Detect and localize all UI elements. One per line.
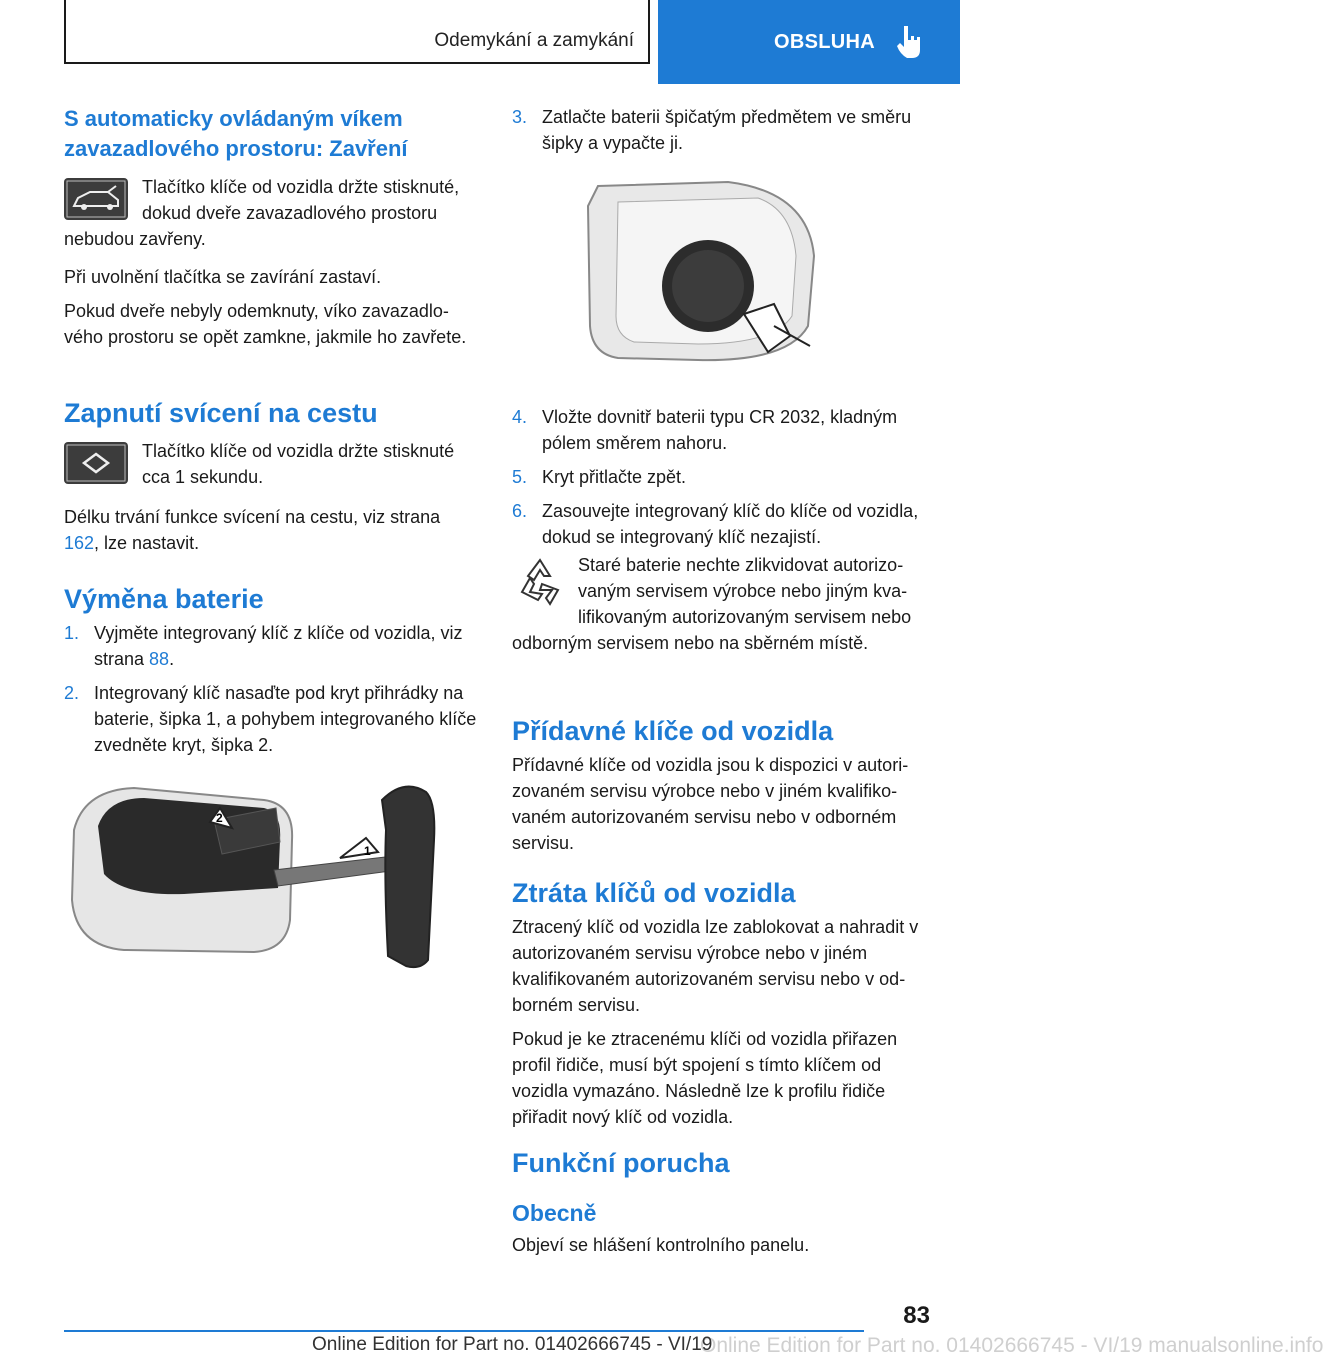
trunk-button-icon	[64, 178, 128, 220]
header-chapter-box	[64, 0, 650, 64]
path-light-paragraph-2: Délku trvání funkce svícení na cestu, viz strana 162, lze nastavit.	[64, 507, 441, 553]
battery-steps-cont-2	[512, 404, 924, 558]
path-light-button-icon	[64, 442, 128, 484]
battery-steps	[64, 620, 480, 758]
page-number: 83	[903, 1302, 930, 1329]
pointing-hand-icon	[894, 24, 924, 60]
recycle-icon	[512, 554, 568, 610]
section-tab[interactable]	[658, 0, 960, 84]
malfunction-paragraph: Objeví se hlášení kontrolního panelu.	[512, 1235, 810, 1255]
list-item: 3. Zatlačte baterii špičatým předmětem ve směru šipky a vypačte ji.	[512, 107, 912, 153]
lost-keys-heading: Ztráta klíčů od vozidla	[512, 878, 796, 908]
recycle-note-text: Staré baterie nechte zlikvidovat autorizovaným servisem výrobce nebo jiným kvalifikovaným autorizovaným servisem nebo odborným servisem nebo na sběrném místě.	[512, 555, 912, 653]
malfunction-heading: Funkční porucha	[512, 1148, 730, 1178]
trunk-paragraph-2: Při uvolnění tlačítka se zavírání zastaví.	[64, 267, 382, 287]
battery-heading: Výměna baterie	[64, 584, 264, 614]
footer-edition: Online Edition for Part no. 01402666745 - VI/19	[312, 1334, 713, 1355]
lost-keys-paragraph-1: Ztracený klíč od vozidla lze zablokovat a nahradit v autorizovaném servisu výrobce nebo v jiném kvalifikovaném autorizovaném servisu nebo v odborném servisu.	[512, 917, 919, 1015]
battery-compartment-illustration	[578, 176, 828, 366]
trunk-paragraph-1: Tlačítko klíče od vozidla držte stisknuté, dokud dveře zavazadlového prostoru nebudou zavřeny.	[64, 177, 460, 249]
extra-keys-paragraph: Přídavné klíče od vozidla jsou k dispozici v autorizovaném servisu výrobce nebo v jiném kvalifikovaném autorizovaném servisu nebo v odborném servisu.	[512, 755, 909, 853]
battery-steps-cont-1	[512, 104, 924, 164]
lost-keys-paragraph-2: Pokud je ke ztracenému klíči od vozidla přiřazen profil řidiče, musí být spojení s tímto klíčem od vozidla vymazáno. Následně lze k profilu řidiče přiřadit nový klíč od vozidla.	[512, 1029, 898, 1127]
extra-keys-heading: Přídavné klíče od vozidla	[512, 716, 834, 746]
trunk-paragraph-3: Pokud dveře nebyly odemknuty, víko zavazadlového prostoru se opět zamkne, jakmile ho zavřete.	[64, 301, 467, 347]
battery-section	[64, 582, 480, 766]
list-item: 6. Zasouvejte integrovaný klíč do klíče od vozidla, dokud se integrovaný klíč nezajistí.	[512, 501, 919, 547]
trunk-heading: S automaticky ovládaným víkem zavazadlového prostoru: Zavření	[64, 106, 408, 161]
footer-watermark: Online Edition for Part no. 01402666745 - VI/19 manualsonline.info	[700, 1334, 1323, 1357]
page-link-88[interactable]: 88	[149, 649, 170, 669]
path-light-paragraph-1: Tlačítko klíče od vozidla držte stisknuté cca 1 sekundu.	[142, 441, 455, 487]
path-light-heading: Zapnutí svícení na cestu	[64, 398, 378, 428]
extra-keys-section	[512, 714, 924, 856]
list-item: 5. Kryt přitlačte zpět.	[512, 467, 687, 487]
list-item: 2. Integrovaný klíč nasaďte pod kryt přihrádky na baterie, šipka 1, a pohybem integrovaného klíče zvedněte kryt, šipka 2.	[64, 683, 477, 755]
path-light-section	[64, 396, 480, 556]
list-item: 1. Vyjměte integrovaný klíč z klíče od vozidla, viz strana 88.	[64, 623, 463, 669]
lost-keys-section	[512, 876, 924, 1130]
key-open-cover-illustration	[64, 770, 480, 980]
malfunction-subheading: Obecně	[512, 1200, 597, 1226]
footer-rule	[64, 1330, 864, 1332]
page-link-162[interactable]: 162	[64, 533, 95, 553]
malfunction-section	[512, 1146, 924, 1258]
arrow-2-label: 2	[216, 811, 223, 825]
section-tab-label: OBSLUHA	[774, 31, 875, 53]
trunk-section	[64, 104, 480, 350]
arrow-1-label: 1	[364, 844, 371, 858]
list-item: 4. Vložte dovnitř baterii typu CR 2032, kladným pólem směrem nahoru.	[512, 407, 898, 453]
recycle-note	[512, 552, 924, 656]
chapter-title: Odemykání a zamykání	[434, 30, 634, 51]
